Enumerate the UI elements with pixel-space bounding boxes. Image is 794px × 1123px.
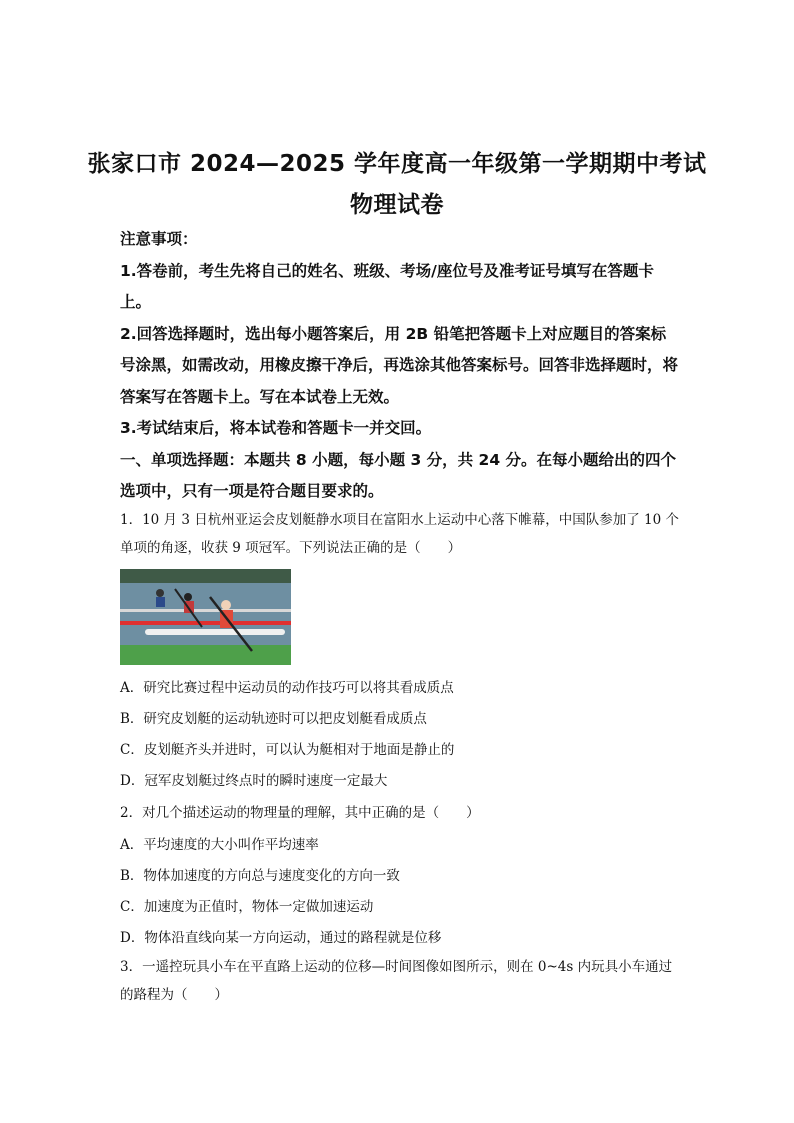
question-1-stem: 1．10 月 3 日杭州亚运会皮划艇静水项目在富阳水上运动中心落下帷幕，中国队参加了 10 个单项的角逐，收获 9 项冠军。下列说法正确的是（ ） [120, 512, 679, 556]
question-1-option-c: C．皮划艇齐头并进时，可以认为艇相对于地面是静止的 [120, 742, 455, 758]
exam-subject: 物理试卷 [350, 192, 444, 218]
notice-item-2: 2.回答选择题时，选出每小题答案后，用 2B 铅笔把答题卡上对应题目的答案标号涂黑，如需改动，用橡皮擦干净后，再选涂其他答案标号。回答非选择题时，将答案写在答题卡上。写在本试卷上无效。 [120, 324, 679, 406]
question-1-option-d: D．冠军皮划艇过终点时的瞬时速度一定最大 [120, 773, 388, 789]
canoe-race-photo [120, 569, 291, 665]
question-1-option-b: B．研究皮划艇的运动轨迹时可以把皮划艇看成质点 [120, 711, 427, 727]
question-2-option-d: D．物体沿直线向某一方向运动，通过的路程就是位移 [120, 930, 442, 946]
question-3-stem: 3．一遥控玩具小车在平直路上运动的位移—时间图像如图所示，则在 0~4s 内玩具小车通过的路程为（ ） [120, 959, 673, 1003]
question-1-option-a: A．研究比赛过程中运动员的动作技巧可以将其看成质点 [120, 680, 454, 696]
exam-title: 张家口市 2024—2025 学年度高一年级第一学期期中考试 [87, 151, 707, 177]
notice-section [120, 224, 680, 508]
question-2-option-c: C．加速度为正值时，物体一定做加速运动 [120, 899, 374, 915]
notice-heading: 注意事项： [120, 230, 198, 248]
notice-item-3: 3.考试结束后，将本试卷和答题卡一并交回。 [120, 419, 432, 437]
notice-item-1: 1.答卷前，考生先将自己的姓名、班级、考场/座位号及准考证号填写在答题卡上。 [120, 261, 654, 311]
section-heading: 一、单项选择题：本题共 8 小题，每小题 3 分，共 24 分。在每小题给出的四个选项中，只有一项是符合题目要求的。 [120, 450, 677, 500]
canoe-photo-illustration [120, 569, 291, 665]
question-2-stem: 2．对几个描述运动的物理量的理解，其中正确的是（ ） [120, 805, 480, 821]
question-2-option-a: A．平均速度的大小叫作平均速率 [120, 837, 319, 853]
question-2-option-b: B．物体加速度的方向总与速度变化的方向一致 [120, 868, 400, 884]
